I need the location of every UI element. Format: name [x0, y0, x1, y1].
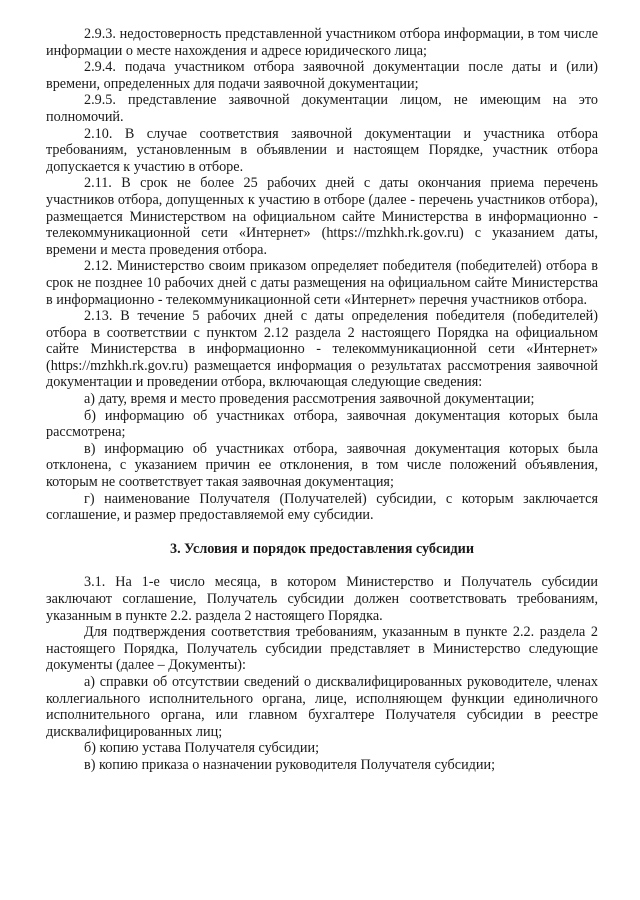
paragraph-2-10: 2.10. В случае соответствия заявочной документации и участника отбора требованиям, установленным в объявлении и настоящем Порядке, участник отбора допускается к участию в отборе. — [46, 125, 598, 175]
documents-item-v: в) копию приказа о назначении руководителя Получателя субсидии; — [84, 756, 496, 773]
document-page — [46, 26, 598, 774]
paragraph-2-9-4: 2.9.4. подача участником отбора заявочной документации после даты и (или) времени, определенных для подачи заявочной документации; — [46, 59, 598, 92]
section-3-heading: 3. Условия и порядок предоставления субсидии — [169, 540, 475, 557]
paragraph-2-9-3: 2.9.3. недостоверность представленной участником отбора информации, в том числе информации о месте нахождения и адресе юридического лица; — [46, 26, 598, 59]
paragraph-2-13: 2.13. В течение 5 рабочих дней с даты определения победителя (победителей) отбора в соответствии с пунктом 2.12 раздела 2 настоящего Порядка на официальном сайте Министерства в информационно - телекоммуникационной сети «Интернет» (https://mzhkh.rk.gov.ru) размещается информация о результатах рассмотрения заявочной документации и проведении отбора, включающая следующие сведения: — [46, 308, 598, 391]
paragraph-2-9-5: 2.9.5. представление заявочной документации лицом, не имеющим на это полномочий. — [46, 92, 598, 125]
paragraph-2-12: 2.12. Министерство своим приказом определяет победителя (победителей) отбора в срок не позднее 10 рабочих дней с даты размещения на официальном сайте Министерства в информационно - телекоммуникационной сети «Интернет» перечня участников отбора. — [46, 258, 598, 308]
list-item-b: б) информацию об участниках отбора, заявочная документация которых была рассмотрена; — [46, 407, 598, 441]
list-item-a: а) дату, время и место проведения рассмотрения заявочной документации; — [84, 391, 535, 408]
documents-item-a: а) справки об отсутствии сведений о дисквалифицированных руководителе, членах коллегиального исполнительного органа, лице, исполняющем функции единоличного исполнительного органа, или главном бухгалтере Получателя субсидии в реестре дисквалифицированных лиц; — [46, 673, 598, 740]
list-item-g: г) наименование Получателя (Получателей) субсидии, с которым заключается соглашение, и размер предоставляемой ему субсидии. — [46, 490, 598, 524]
paragraph-2-11: 2.11. В срок не более 25 рабочих дней с даты окончания приема перечень участников отбора, допущенных к участию в отборе (далее - перечень участников отбора), размещается Министерством на официальном сайте Министерства в информационно - телекоммуникационной сети «Интернет» (https://mzhkh.rk.gov.ru) с указанием даты, времени и места проведения отбора. — [46, 175, 598, 258]
paragraph-3-1: 3.1. На 1-е число месяца, в котором Министерство и Получатель субсидии заключают соглашение, Получатель субсидии должен соответствовать требованиям, указанным в пункте 2.2. раздела 2 настоящего Порядка. — [46, 574, 598, 624]
list-item-v: в) информацию об участниках отбора, заявочная документация которых была отклонена, с указанием причин ее отклонения, в том числе положений объявления, которым не соответствует такая заявочная документация; — [46, 440, 598, 491]
documents-item-b: б) копию устава Получателя субсидии; — [84, 740, 320, 757]
paragraph-documents-intro: Для подтверждения соответствия требованиям, указанным в пункте 2.2. раздела 2 настоящего Порядка, Получатель субсидии представляет в Министерство следующие документы (далее – Документы): — [46, 624, 598, 674]
